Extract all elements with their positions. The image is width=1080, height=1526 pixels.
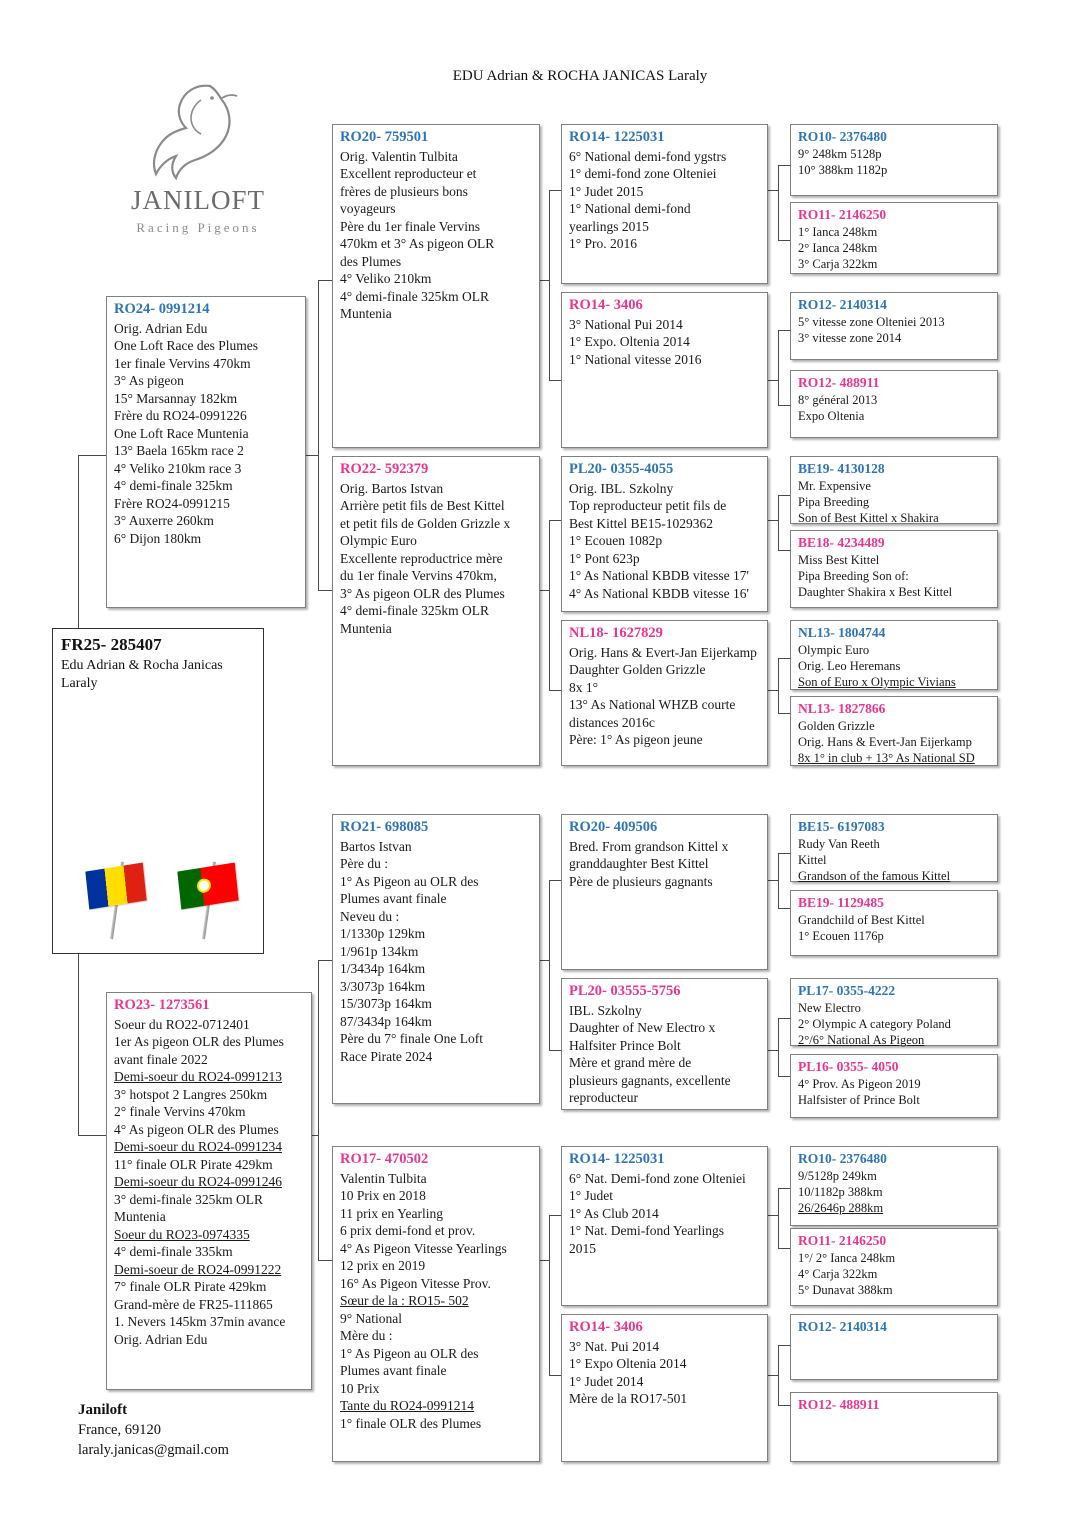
gen2-b-card[interactable] bbox=[332, 456, 540, 766]
gen3-b1-card[interactable] bbox=[561, 456, 768, 612]
connector bbox=[778, 1018, 790, 1019]
detail-line: 3° Auxerre 260km bbox=[114, 513, 214, 528]
logo-subtitle: Racing Pigeons bbox=[136, 220, 260, 235]
page-title: EDU Adrian & ROCHA JANICAS Laraly bbox=[452, 68, 708, 84]
detail-line: 1° National vitesse 2016 bbox=[569, 351, 702, 367]
detail-line: Demi-soeur du RO24-0991246 bbox=[114, 1174, 282, 1189]
detail-line: Orig. Hans & Evert-Jan Eijerkamp bbox=[569, 644, 757, 660]
footer-loft-name: Janiloft bbox=[78, 1402, 128, 1418]
connector bbox=[549, 190, 550, 380]
ring-number: NL18- 1627829 bbox=[569, 625, 663, 641]
detail-line: 13° As National WHZB courte bbox=[569, 697, 736, 712]
connector bbox=[778, 1248, 790, 1249]
root-ring-number: FR25- 285407 bbox=[61, 635, 162, 654]
connector bbox=[778, 853, 779, 908]
detail-line: 1° Nat. Demi-fond Yearlings bbox=[569, 1223, 725, 1238]
detail-line: Son of Best Kittel x Shakira bbox=[798, 511, 939, 525]
detail-line: 6° Dijon 180km bbox=[114, 530, 202, 546]
detail-line: Soeur du RO22-0712401 bbox=[114, 1016, 250, 1032]
connector bbox=[318, 280, 332, 281]
connector bbox=[78, 455, 106, 456]
connector bbox=[549, 1375, 561, 1376]
detail-line: 1° As National KBDB vitesse 17' bbox=[569, 568, 749, 583]
connector bbox=[78, 925, 79, 1135]
detail-line: Mère du : bbox=[340, 1328, 393, 1343]
detail-line: 3° National Pui 2014 bbox=[569, 316, 683, 332]
detail-line: 470km et 3° As pigeon OLR bbox=[340, 236, 495, 251]
detail-line: Tante du RO24-0991214 bbox=[340, 1398, 475, 1413]
connector bbox=[778, 658, 790, 659]
connector bbox=[778, 908, 790, 909]
detail-line: Père de plusieurs gagnants bbox=[569, 873, 713, 889]
detail-line: 1° Judet bbox=[569, 1188, 614, 1203]
gen3-c2-card[interactable] bbox=[561, 978, 768, 1110]
detail-line: Expo Oltenia bbox=[798, 409, 865, 423]
gen4-d2b-card[interactable] bbox=[790, 1392, 998, 1462]
detail-line: 13° Baela 165km race 2 bbox=[114, 443, 244, 458]
gen3-d1-card[interactable] bbox=[561, 1146, 768, 1306]
detail-line: 1° Expo. Oltenia 2014 bbox=[569, 334, 690, 349]
detail-line: One Loft Race des Plumes bbox=[114, 338, 258, 353]
detail-line: des Plumes bbox=[340, 253, 402, 269]
detail-line: yearlings 2015 bbox=[569, 218, 649, 234]
detail-line: 5° vitesse zone Olteniei 2013 bbox=[798, 315, 945, 329]
detail-line: Kittel bbox=[798, 853, 827, 867]
detail-line: 9° 248km 5128p bbox=[798, 147, 882, 161]
detail-line: 4° As Pigeon Vitesse Yearlings bbox=[340, 1240, 507, 1256]
detail-line: 1° As Club 2014 bbox=[569, 1205, 659, 1221]
connector bbox=[549, 1215, 561, 1216]
detail-line: voyageurs bbox=[340, 201, 396, 216]
detail-line: 1° Judet 2014 bbox=[569, 1373, 644, 1389]
ring-number: RO20- 409506 bbox=[569, 819, 658, 835]
detail-line: Pipa Breeding bbox=[798, 495, 870, 509]
footer-location: France, 69120 bbox=[78, 1422, 161, 1438]
detail-line: 4° As pigeon OLR des Plumes bbox=[114, 1121, 279, 1137]
ring-number: PL16- 0355- 4050 bbox=[798, 1059, 899, 1074]
detail-line: 1° Pro. 2016 bbox=[569, 236, 638, 251]
connector bbox=[778, 658, 779, 713]
root-owner-line2: Laraly bbox=[61, 676, 98, 691]
connector bbox=[778, 330, 779, 405]
gen3-d2-card[interactable] bbox=[561, 1314, 768, 1462]
detail-line: Olympic Euro bbox=[798, 643, 870, 657]
connector bbox=[540, 1260, 549, 1261]
loft-logo bbox=[108, 78, 288, 248]
connector bbox=[540, 590, 549, 591]
flags-group bbox=[53, 861, 263, 939]
detail-line: 1° As Pigeon au OLR des bbox=[340, 873, 479, 889]
ring-number: BE15- 6197083 bbox=[798, 819, 885, 834]
detail-line: Mère de la RO17-501 bbox=[569, 1391, 688, 1406]
detail-line: Orig. Bartos Istvan bbox=[340, 480, 444, 496]
detail-line: Halfsiter Prince Bolt bbox=[569, 1037, 681, 1053]
connector bbox=[778, 1405, 790, 1406]
detail-line: Demi-soeur de RO24-0991222 bbox=[114, 1261, 282, 1277]
detail-line: Père du : bbox=[340, 856, 388, 871]
ring-number: RO14- 1225031 bbox=[569, 1151, 665, 1167]
detail-line: 1° Ianca 248km bbox=[798, 225, 878, 239]
detail-line: Grand-mère de FR25-111865 bbox=[114, 1296, 273, 1312]
detail-line: 3° hotspot 2 Langres 250km bbox=[114, 1086, 268, 1102]
detail-line: granddaughter Best Kittel bbox=[569, 856, 709, 871]
detail-line: 11° finale OLR Pirate 429km bbox=[114, 1156, 273, 1172]
ring-number: RO21- 698085 bbox=[340, 819, 429, 835]
detail-line: 1° Judet 2015 bbox=[569, 183, 644, 199]
ring-number: RO24- 0991214 bbox=[114, 301, 210, 317]
detail-line: 1° Pont 623p bbox=[569, 550, 640, 566]
connector bbox=[78, 1135, 106, 1136]
detail-line: 1. Nevers 145km 37min avance bbox=[114, 1314, 286, 1329]
connector bbox=[778, 405, 790, 406]
detail-line: 10 Prix bbox=[340, 1380, 380, 1396]
connector bbox=[778, 495, 790, 496]
detail-line: 4° demi-finale 335km bbox=[114, 1244, 233, 1259]
detail-line: Daughter Shakira x Best Kittel bbox=[798, 585, 953, 599]
gen3-a2-card[interactable] bbox=[561, 292, 768, 448]
detail-line: avant finale 2022 bbox=[114, 1051, 208, 1067]
pigeon-icon bbox=[138, 78, 258, 183]
detail-line: Demi-soeur du RO24-0991213 bbox=[114, 1069, 282, 1084]
detail-line: Daughter of New Electro x bbox=[569, 1020, 716, 1035]
ring-number: PL20- 0355-4055 bbox=[569, 461, 674, 477]
detail-line: New Electro bbox=[798, 1001, 861, 1015]
connector bbox=[778, 1345, 779, 1405]
ring-number: RO14- 3406 bbox=[569, 297, 643, 313]
detail-line: 8x 1° bbox=[569, 679, 599, 695]
gen4-b1a-card[interactable] bbox=[790, 456, 998, 524]
footer-block bbox=[78, 1400, 229, 1460]
detail-line: Demi-soeur du RO24-0991234 bbox=[114, 1139, 282, 1154]
detail-line: Muntenia bbox=[340, 306, 392, 321]
detail-line: Daughter Golden Grizzle bbox=[569, 662, 706, 677]
detail-line: 26/2646p 288km bbox=[798, 1201, 884, 1215]
detail-line: 1/1330p 129km bbox=[340, 926, 426, 941]
detail-line: IBL. Szkolny bbox=[569, 1002, 642, 1018]
detail-line: 8° général 2013 bbox=[798, 393, 878, 407]
gen2-d-card[interactable] bbox=[332, 1146, 540, 1462]
detail-line: Top reproducteur petit fils de bbox=[569, 498, 727, 513]
detail-line: Bartos Istvan bbox=[340, 838, 412, 854]
ring-number: RO12- 488911 bbox=[798, 375, 880, 390]
detail-line: 4° Prov. As Pigeon 2019 bbox=[798, 1077, 921, 1091]
detail-line: Excellente reproductrice mère bbox=[340, 550, 503, 566]
connector bbox=[549, 880, 550, 1050]
detail-line: 6 prix demi-fond et prov. bbox=[340, 1223, 476, 1238]
detail-line: Grandson of the famous Kittel bbox=[798, 869, 951, 883]
connector bbox=[778, 165, 779, 240]
detail-line: 3/3073p 164km bbox=[340, 978, 426, 994]
ring-number: RO20- 759501 bbox=[340, 129, 429, 145]
detail-line: 1/3434p 164km bbox=[340, 961, 426, 976]
detail-line: 2015 bbox=[569, 1240, 596, 1256]
ring-number: RO12- 2140314 bbox=[798, 297, 887, 312]
gen4-a1b-card[interactable] bbox=[790, 202, 998, 274]
connector bbox=[778, 1076, 790, 1077]
detail-line: 9° National bbox=[340, 1310, 403, 1326]
connector bbox=[549, 520, 550, 690]
logo-name: JANILOFT bbox=[131, 185, 265, 215]
connector bbox=[318, 280, 319, 590]
detail-line: 10° 388km 1182p bbox=[798, 163, 888, 177]
gen4-a1a-card[interactable] bbox=[790, 124, 998, 196]
connector bbox=[768, 1375, 778, 1376]
detail-line: Plumes avant finale bbox=[340, 1363, 447, 1378]
detail-line: et petit fils de Golden Grizzle x bbox=[340, 515, 511, 531]
detail-line: 1er finale Vervins 470km bbox=[114, 355, 251, 371]
detail-line: Plumes avant finale bbox=[340, 891, 447, 906]
detail-line: Orig. Adrian Edu bbox=[114, 320, 208, 336]
detail-line: Orig. Hans & Evert-Jan Eijerkamp bbox=[798, 735, 972, 749]
detail-line: Best Kittel BE15-1029362 bbox=[569, 515, 713, 531]
detail-line: 4° Carja 322km bbox=[798, 1267, 878, 1281]
ring-number: RO11- 2146250 bbox=[798, 207, 887, 222]
connector bbox=[549, 1050, 561, 1051]
connector bbox=[549, 380, 561, 381]
detail-line: 12 prix en 2019 bbox=[340, 1258, 426, 1273]
gen3-c1-card[interactable] bbox=[561, 814, 768, 970]
detail-line: 1° As Pigeon au OLR des bbox=[340, 1345, 479, 1361]
detail-line: 87/3434p 164km bbox=[340, 1013, 432, 1029]
detail-line: Halfsister of Prince Bolt bbox=[798, 1093, 920, 1107]
detail-line: 6° Nat. Demi-fond zone Olteniei bbox=[569, 1170, 746, 1186]
portugal-flag bbox=[169, 861, 239, 939]
connector bbox=[768, 690, 778, 691]
connector bbox=[549, 190, 561, 191]
ring-number: RO14- 3406 bbox=[569, 1319, 643, 1335]
gen4-d2a-card[interactable] bbox=[790, 1314, 998, 1380]
gen1-sire-card[interactable] bbox=[106, 296, 306, 608]
connector bbox=[778, 713, 790, 714]
root-owner-line1: Edu Adrian & Rocha Janicas bbox=[61, 658, 223, 673]
gen3-a1-card[interactable] bbox=[561, 124, 768, 284]
detail-line: Son of Euro x Olympic Vivians bbox=[798, 675, 956, 689]
detail-line: 3° Carja 322km bbox=[798, 257, 878, 271]
detail-line: Valentin Tulbita bbox=[340, 1170, 427, 1186]
connector bbox=[768, 880, 778, 881]
connector bbox=[768, 1215, 778, 1216]
detail-line: Orig. Valentin Tulbita bbox=[340, 148, 458, 164]
detail-line: 2° Ianca 248km bbox=[798, 241, 878, 255]
gen2-c-card[interactable] bbox=[332, 814, 540, 1104]
connector bbox=[540, 960, 549, 961]
detail-line: 3° vitesse zone 2014 bbox=[798, 331, 902, 345]
connector bbox=[778, 1188, 779, 1248]
detail-line: 10 Prix en 2018 bbox=[340, 1188, 426, 1203]
detail-line: Excellent reproducteur et bbox=[340, 166, 477, 181]
detail-line: 7° finale OLR Pirate 429km bbox=[114, 1279, 267, 1294]
detail-line: Pipa Breeding Son of: bbox=[798, 569, 909, 583]
ring-number: RO10- 2376480 bbox=[798, 129, 887, 144]
gen4-b1b-card[interactable] bbox=[790, 530, 998, 608]
detail-line: Olympic Euro bbox=[340, 533, 417, 548]
connector bbox=[778, 1345, 790, 1346]
ring-number: NL13- 1827866 bbox=[798, 701, 886, 716]
detail-line: 2° finale Vervins 470km bbox=[114, 1104, 246, 1119]
gen2-a-card[interactable] bbox=[332, 124, 540, 448]
ring-number: RO17- 470502 bbox=[340, 1151, 429, 1167]
gen1-dam-card[interactable] bbox=[106, 992, 312, 1390]
detail-line: 10/1182p 388km bbox=[798, 1185, 883, 1199]
detail-line: 1° Ecouen 1176p bbox=[798, 929, 884, 943]
ring-number: BE19- 1129485 bbox=[798, 895, 884, 910]
connector bbox=[768, 520, 778, 521]
detail-line: 15/3073p 164km bbox=[340, 996, 432, 1011]
detail-line: 4° demi-finale 325km OLR bbox=[340, 603, 489, 618]
connector bbox=[778, 240, 790, 241]
connector bbox=[778, 550, 790, 551]
ring-number: PL17- 0355-4222 bbox=[798, 983, 896, 998]
detail-line: reproducteur bbox=[569, 1090, 638, 1105]
connector bbox=[778, 853, 790, 854]
gen4-b2a-card[interactable] bbox=[790, 620, 998, 690]
connector bbox=[540, 280, 549, 281]
detail-line: 16° As Pigeon Vitesse Prov. bbox=[340, 1275, 491, 1291]
ring-number: NL13- 1804744 bbox=[798, 625, 886, 640]
connector bbox=[549, 520, 561, 521]
detail-line: Miss Best Kittel bbox=[798, 553, 880, 567]
detail-line: Mère et grand mère de bbox=[569, 1055, 692, 1070]
detail-line: Muntenia bbox=[340, 620, 392, 636]
ring-number: RO23- 1273561 bbox=[114, 997, 210, 1013]
detail-line: Golden Grizzle bbox=[798, 719, 875, 733]
detail-line: 8x 1° in club + 13° As National SD bbox=[798, 751, 975, 765]
detail-line: 1° Ecouen 1082p bbox=[569, 533, 663, 548]
ring-number: RO22- 592379 bbox=[340, 461, 429, 477]
detail-line: 4° Veliko 210km bbox=[340, 271, 432, 286]
detail-line: 1° finale OLR des Plumes bbox=[340, 1415, 482, 1431]
connector bbox=[778, 165, 790, 166]
detail-line: 4° demi-finale 325km bbox=[114, 478, 233, 493]
ring-number: BE18- 4234489 bbox=[798, 535, 885, 550]
gen4-d1b-card[interactable] bbox=[790, 1228, 998, 1306]
detail-line: 1er As pigeon OLR des Plumes bbox=[114, 1034, 284, 1049]
detail-line: Orig. Leo Heremans bbox=[798, 659, 901, 673]
detail-line: Sœur de la : RO15- 502 bbox=[340, 1293, 469, 1308]
connector bbox=[778, 1018, 779, 1076]
detail-line: Orig. Adrian Edu bbox=[114, 1331, 208, 1347]
detail-line: Frère du RO24-0991226 bbox=[114, 408, 247, 423]
connector bbox=[778, 1188, 790, 1189]
detail-line: 11 prix en Yearling bbox=[340, 1205, 443, 1221]
gen4-b2b-card[interactable] bbox=[790, 696, 998, 766]
detail-line: Frère RO24-0991215 bbox=[114, 495, 230, 511]
detail-line: 3° Nat. Pui 2014 bbox=[569, 1338, 660, 1354]
connector bbox=[549, 880, 561, 881]
detail-line: 1° demi-fond zone Olteniei bbox=[569, 166, 717, 181]
detail-line: Grandchild of Best Kittel bbox=[798, 913, 925, 927]
detail-line: Père du 7° finale One Loft bbox=[340, 1031, 483, 1046]
ring-number: BE19- 4130128 bbox=[798, 461, 885, 476]
gen4-a2b-card[interactable] bbox=[790, 370, 998, 438]
detail-line: Muntenia bbox=[114, 1209, 166, 1224]
detail-line: 3° demi-finale 325km OLR bbox=[114, 1191, 263, 1207]
detail-line: Arrière petit fils de Best Kittel bbox=[340, 498, 505, 513]
footer-email: laraly.janicas@gmail.com bbox=[78, 1442, 229, 1458]
connector bbox=[549, 1215, 550, 1375]
detail-line: Père: 1° As pigeon jeune bbox=[569, 732, 703, 747]
detail-line: frères de plusieurs bons bbox=[340, 183, 468, 199]
gen4-c1b-card[interactable] bbox=[790, 890, 998, 956]
ring-number: RO10- 2376480 bbox=[798, 1151, 887, 1166]
connector bbox=[318, 590, 332, 591]
detail-line: 1° National demi-fond bbox=[569, 201, 691, 216]
ring-number: RO14- 1225031 bbox=[569, 129, 665, 145]
gen4-c2b-card[interactable] bbox=[790, 1054, 998, 1118]
detail-line: Rudy Van Reeth bbox=[798, 837, 880, 851]
ring-number: RO12- 488911 bbox=[798, 1397, 880, 1412]
detail-line: distances 2016c bbox=[569, 714, 655, 730]
detail-line: 1° Expo Oltenia 2014 bbox=[569, 1356, 687, 1371]
detail-line: 9/5128p 249km bbox=[798, 1169, 877, 1183]
connector bbox=[768, 1050, 778, 1051]
detail-line: 1/961p 134km bbox=[340, 943, 419, 959]
ring-number: RO11- 2146250 bbox=[798, 1233, 887, 1248]
ring-number: PL20- 03555-5756 bbox=[569, 983, 681, 999]
detail-line: plusieurs gagnants, excellente bbox=[569, 1072, 731, 1088]
connector bbox=[768, 190, 778, 191]
detail-line: du 1er finale Vervins 470km, bbox=[340, 568, 497, 583]
detail-line: One Loft Race Muntenia bbox=[114, 425, 249, 441]
connector bbox=[778, 495, 779, 550]
detail-line: Père du 1er finale Vervins bbox=[340, 218, 480, 234]
romania-flag bbox=[77, 861, 147, 939]
detail-line: 5° Dunavat 388km bbox=[798, 1283, 893, 1297]
gen4-c1a-card[interactable] bbox=[790, 814, 998, 882]
detail-line: Orig. IBL. Szkolny bbox=[569, 480, 674, 496]
gen4-a2a-card[interactable] bbox=[790, 292, 998, 360]
connector bbox=[778, 330, 790, 331]
detail-line: 1°/ 2° Ianca 248km bbox=[798, 1251, 896, 1265]
connector bbox=[318, 960, 319, 1260]
connector bbox=[318, 960, 332, 961]
gen4-d1a-card[interactable] bbox=[790, 1146, 998, 1226]
gen4-c2a-card[interactable] bbox=[790, 978, 998, 1046]
detail-line: 4° demi-finale 325km OLR bbox=[340, 288, 489, 304]
connector bbox=[318, 1260, 332, 1261]
detail-line: 6° National demi-fond ygstrs bbox=[569, 148, 727, 164]
detail-line: 2° Olympic A category Poland bbox=[798, 1017, 951, 1031]
connector bbox=[549, 690, 561, 691]
detail-line: 15° Marsannay 182km bbox=[114, 390, 238, 406]
detail-line: Mr. Expensive bbox=[798, 479, 871, 493]
connector bbox=[768, 380, 778, 381]
detail-line: 4° Veliko 210km race 3 bbox=[114, 460, 242, 476]
detail-line: 3° As pigeon OLR des Plumes bbox=[340, 585, 505, 601]
ring-number: RO12- 2140314 bbox=[798, 1319, 887, 1334]
detail-line: 3° As pigeon bbox=[114, 373, 184, 388]
root-pedigree-card[interactable] bbox=[52, 628, 264, 954]
detail-line: Soeur du RO23-0974335 bbox=[114, 1226, 250, 1242]
detail-line: Race Pirate 2024 bbox=[340, 1048, 433, 1064]
detail-line: Bred. From grandson Kittel x bbox=[569, 838, 729, 854]
detail-line: Neveu du : bbox=[340, 908, 400, 924]
gen3-b2-card[interactable] bbox=[561, 620, 768, 766]
detail-line: 4° As National KBDB vitesse 16' bbox=[569, 585, 749, 601]
detail-line: 2°/6° National As Pigeon bbox=[798, 1033, 925, 1047]
